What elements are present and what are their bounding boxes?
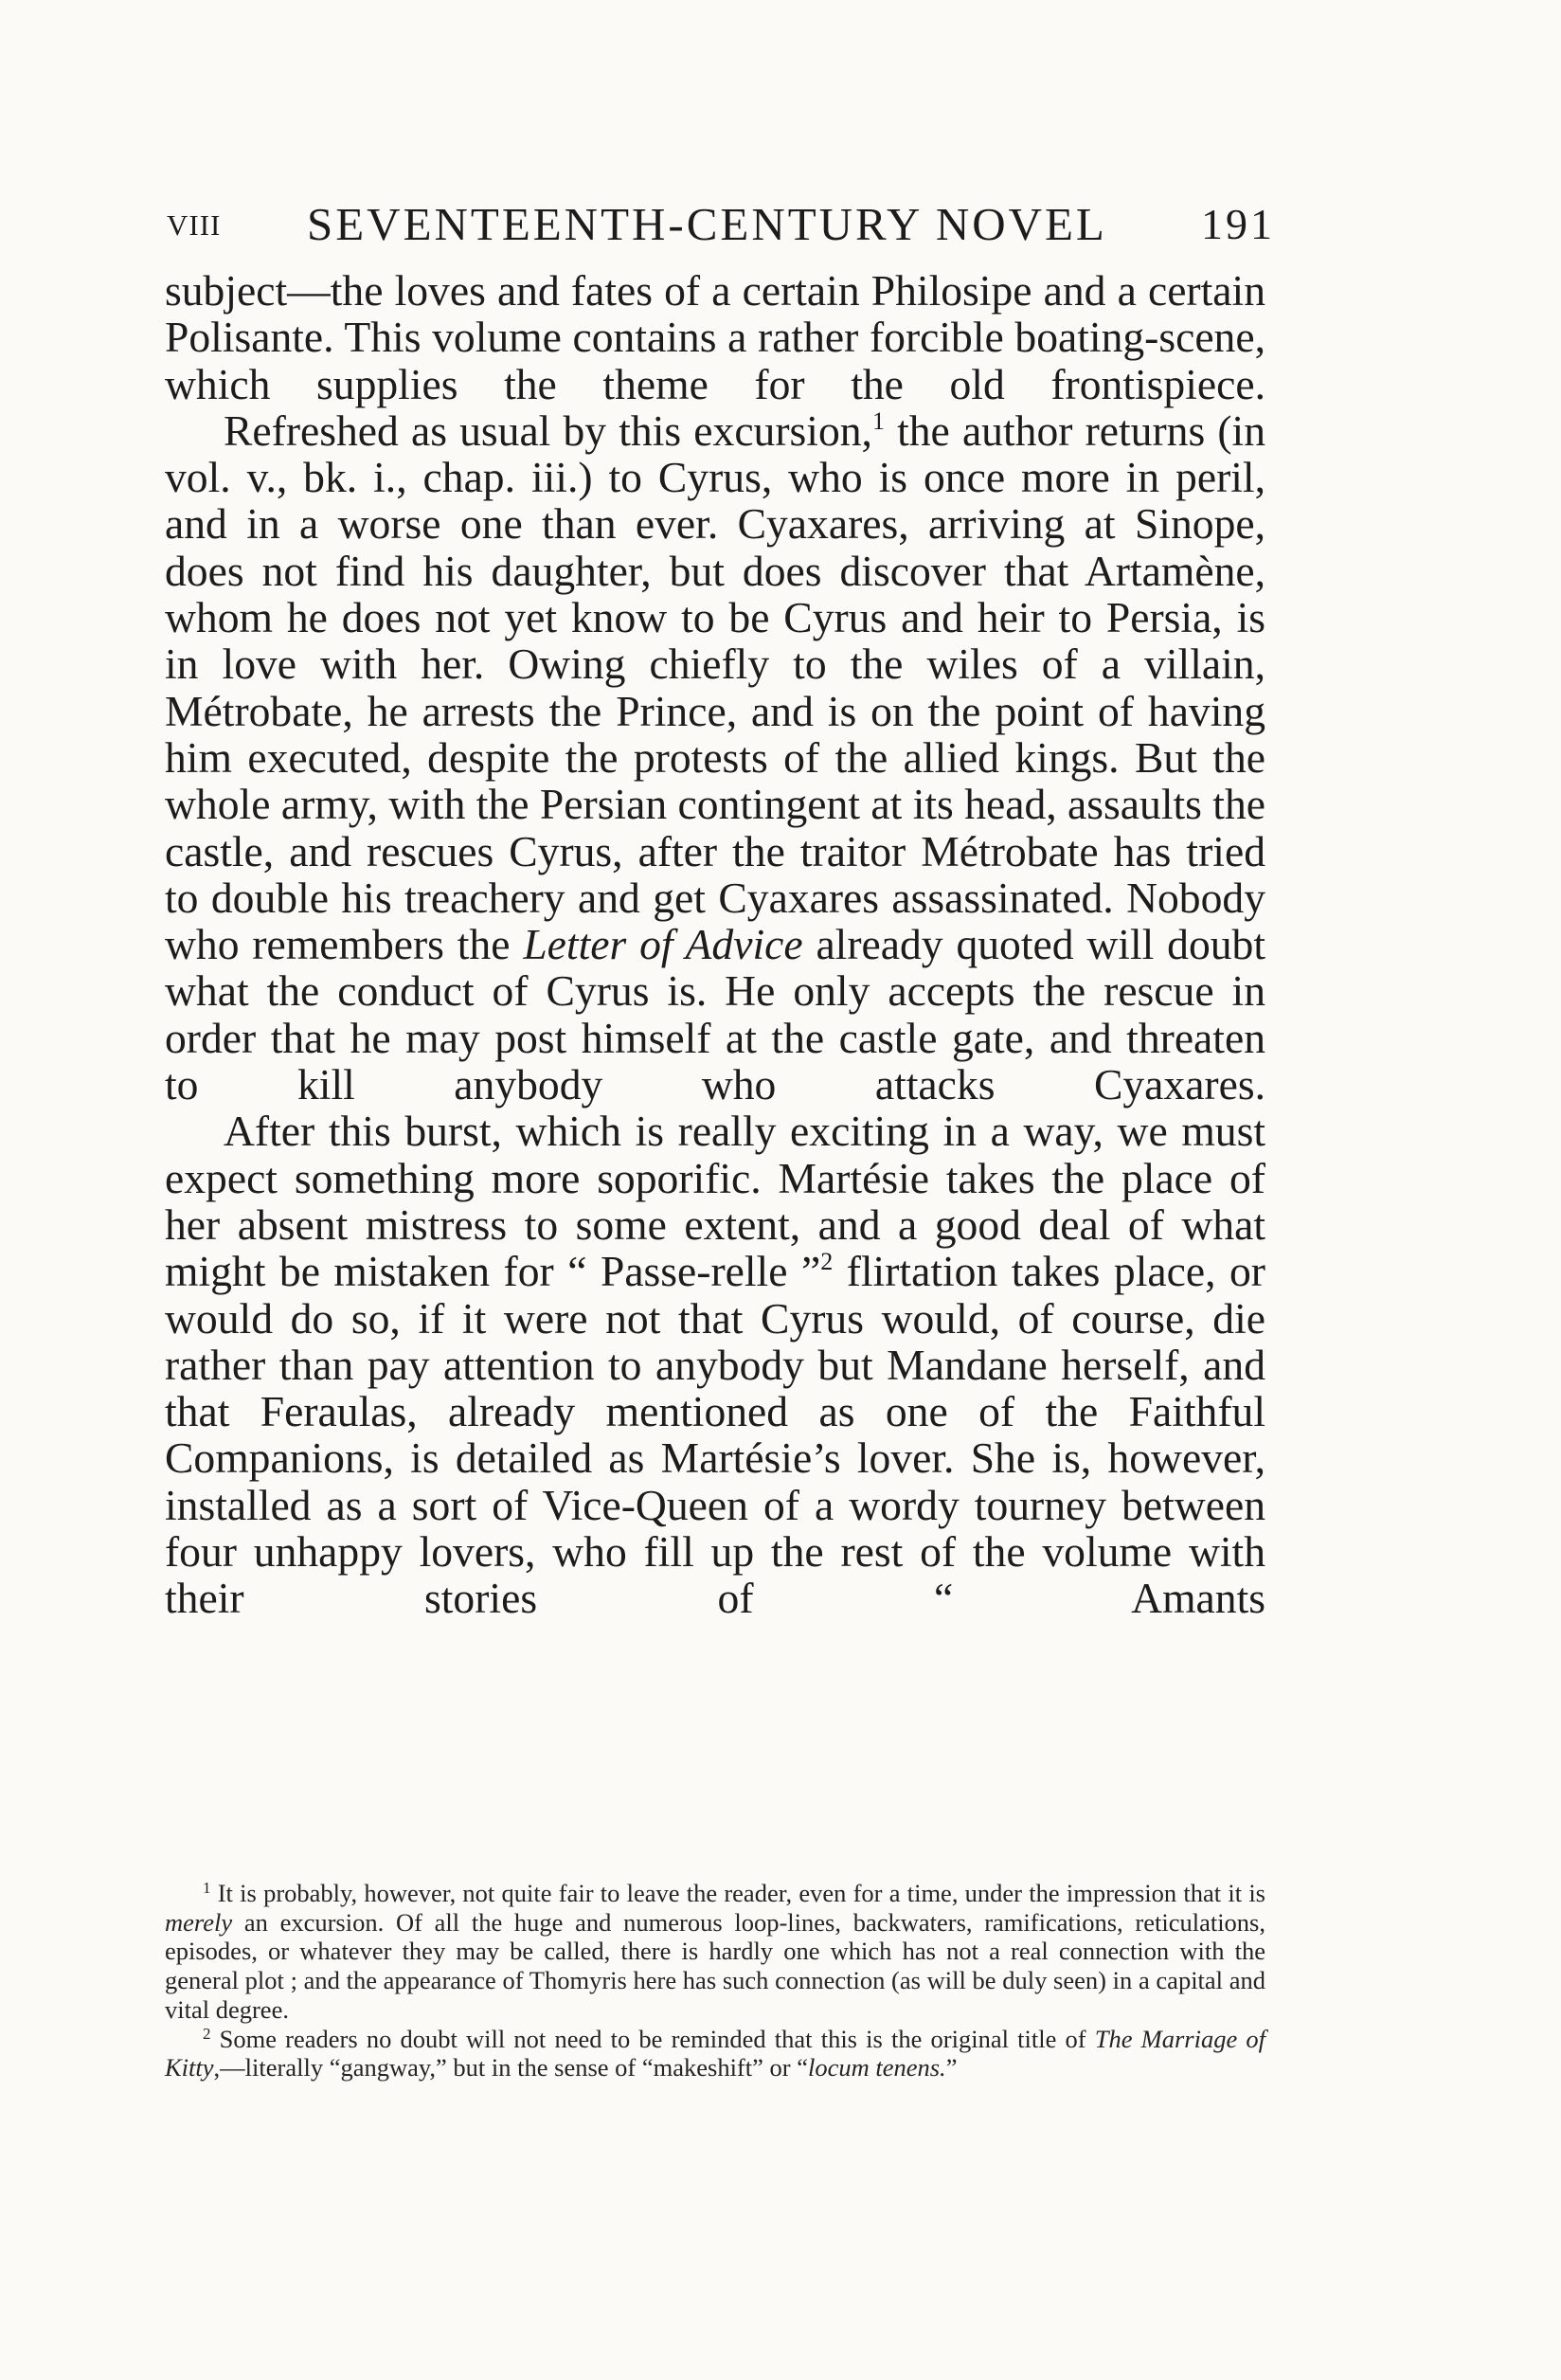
paragraph-2-text-a: Refreshed as usual by this excursion, xyxy=(224,406,872,455)
footnote-2 xyxy=(165,2025,1265,2082)
paragraph-2-text-b: the author returns (in vol. v., bk. i., chap. iii.) to Cyrus, who is once more in peril, and in a worse one than ever. Cyaxares, arriving at Sinope, does not find his daughter, but does discover that Artamène, whom he does not yet know to be Cyrus and heir to Persia, is in love with her. Owing chiefly to the wiles of a villain, Métrobate, he arrests the Prince, and is on the point of having him executed, despite the protests of the allied kings. But the whole army, with the Persian contingent at its head, assaults the castle, and rescues Cyrus, after the traitor Métrobate has tried to double his treachery and get Cyaxares assassinated. Nobody who remembers the xyxy=(165,406,1265,969)
footnote-1 xyxy=(165,1879,1265,2025)
footnote-1-text-a: It is probably, however, not quite fair to leave the reader, even for a time, under the impression that it is xyxy=(210,1879,1265,1907)
paragraph-3-text-a: After this burst, which is really exciting in a way, we must expect something more soporific. Martésie takes the place of her absent mistress to some extent, and a good deal of what might be mistaken for “ Passe-relle ” xyxy=(165,1107,1265,1296)
footnote-1-italic: merely xyxy=(165,1907,233,1937)
main-text xyxy=(165,267,1265,1622)
italic-title: Letter of Advice xyxy=(523,920,803,969)
paragraph-2-text-c: already quoted will doubt what the conduct of Cyrus is. He only accepts the rescue in order that he may post himself at the castle gate, and threaten to kill anybody who attacks Cyaxares. xyxy=(165,920,1266,1109)
footnote-1-mark: 1 xyxy=(203,1879,211,1897)
paragraph-3 xyxy=(165,1108,1265,1621)
footnote-2-text-c: ” xyxy=(945,2053,958,2082)
paragraph-1: subject—the loves and fates of a certain Philosipe and a certain Polisante. This volume contains a rather forcible boating-scene, which supplies the theme for the old frontispiece. xyxy=(165,266,1265,408)
footnote-2-text-a: Some readers no doubt will not need to be reminded that this is the original title of xyxy=(210,2024,1095,2053)
footnote-ref-2: 2 xyxy=(820,1248,834,1276)
footnote-1-text-b: an excursion. Of all the huge and numerous loop-lines, backwaters, ramifications, reticulations, episodes, or whatever they may be called, there is hardly one which has not a real connection with the general plot ; and the appearance of Thomyris here has such connection (as will be duly seen) in a capital and vital degree. xyxy=(165,1907,1265,2024)
footnote-2-mark: 2 xyxy=(203,2024,211,2043)
footnotes xyxy=(165,1879,1265,2082)
footnote-ref-1: 1 xyxy=(871,406,885,435)
chapter-number: VIII xyxy=(167,208,222,242)
paragraph-2 xyxy=(165,407,1265,1108)
running-title: SEVENTEENTH-CENTURY NOVEL xyxy=(307,198,1107,250)
page-number: 191 xyxy=(1201,200,1275,248)
paragraph-3-text-b: flirtation takes place, or would do so, if it were not that Cyrus would, of course, die rather than pay attention to anybody but Mandane herself, and that Feraulas, already mentioned as one of the Faithful Companions, is detailed as Martésie’s lover. She is, however, installed as a sort of Vice-Queen of a wordy tourney between four unhappy lovers, who fill up the rest of the volume with their stories of “ Amants xyxy=(165,1247,1265,1623)
footnote-2-text-b: ,—literally “gangway,” but in the sense of “makeshift” or “ xyxy=(213,2053,808,2082)
running-header xyxy=(167,197,1275,250)
footnote-2-italic-latin: locum tenens. xyxy=(807,2053,946,2082)
footnote-2-italic-title: The Marriage of Kitty xyxy=(165,2024,1265,2082)
